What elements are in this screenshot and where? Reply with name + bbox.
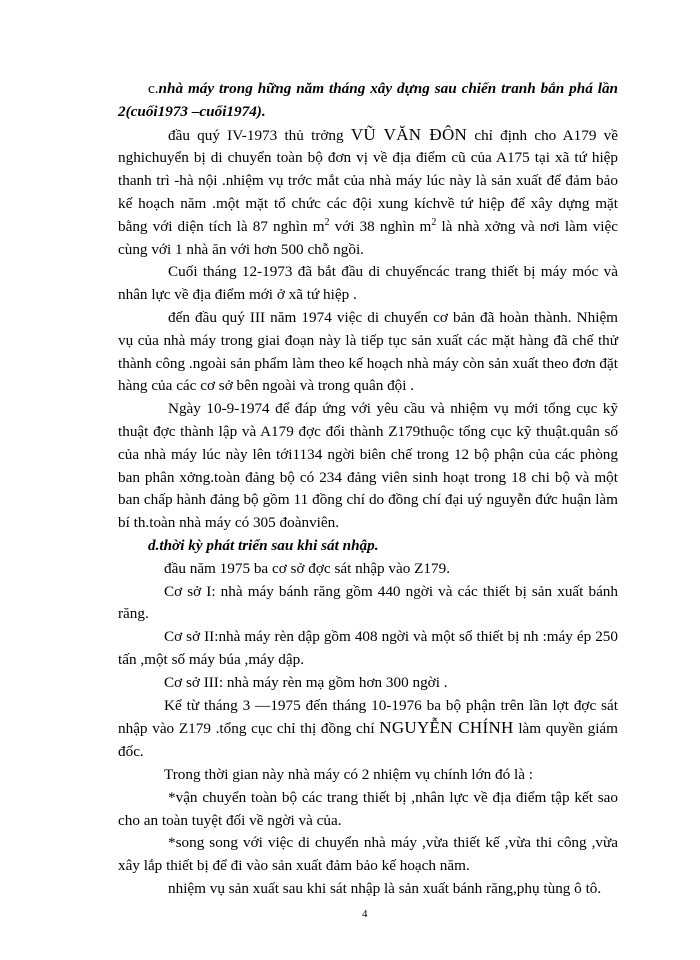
page-number: 4 bbox=[362, 908, 368, 920]
section-heading-d: d.thời kỳ phát triển sau khi sát nhập. bbox=[148, 536, 379, 554]
paragraph-9: Kể từ tháng 3 —1975 đến tháng 10-1976 ba bộ phận trên lần lợt đợc sát nhập vào Z179 .tổng cục chỉ thị đồng chí NGUYỄN CHÍNH làm quyền giám đốc. bbox=[118, 696, 618, 761]
paragraph-8: Cơ sở III: nhà máy rèn mạ gồm hơn 300 ngời . bbox=[164, 673, 448, 691]
paragraph-12: *song song với việc di chuyển nhà máy ,vừa thiết kế ,vừa thi công ,vừa xây lắp thiết bị để đi vào sản xuất đảm bảo kế hoạch năm. bbox=[118, 834, 618, 875]
paragraph-10: Trong thời gian này nhà máy có 2 nhiệm vụ chính lớn đó là : bbox=[164, 765, 533, 783]
paragraph-6: Cơ sở I: nhà máy bánh răng gồm 440 ngời và các thiết bị sản xuất bánh răng. bbox=[118, 582, 618, 623]
paragraph-1: đầu quý IV-1973 thủ trởng VŨ VĂN ĐÔN chỉ định cho A179 về nghichuyển bị di chuyển toàn bộ đơn vị về địa điểm cũ của A175 tại xã tứ hiệp thanh trì -hà nội .nhiệm vụ trớc mắt của nhà máy lúc này là sản xuất để đảm bảo kế hoạch năm .một mặt tổ chức các đội xung kíchvề tứ hiệp để xây dựng mặt bằng với diện tích là 87 nghìn $m^2$ với 38 nghìn $m^2$ là nhà xởng và nơi làm việc cùng với 1 nhà ăn với hơn 500 chỗ ngồi. bbox=[118, 124, 618, 258]
paragraph-7: Cơ sở II:nhà máy rèn dập gồm 408 ngời và một số thiết bị nh :máy ép 250 tấn ,một số máy búa ,máy dập. bbox=[118, 628, 618, 668]
paragraph-11: *vận chuyển toàn bộ các trang thiết bị ,nhân lực về địa điểm tập kết sao cho an toàn tuyệt đối về ngời và của. bbox=[118, 788, 618, 829]
person-name: VŨ VĂN ĐÔN bbox=[350, 124, 468, 144]
section-heading-c: c.nhà máy trong hững năm tháng xây dựng sau chiến tranh bắn phá lần 2(cuối1973 –cuối1974). bbox=[118, 80, 618, 120]
paragraph-13: nhiệm vụ sản xuất sau khi sát nhập là sản xuất bánh răng,phụ tùng ô tô. bbox=[168, 879, 602, 897]
paragraph-4: Ngày 10-9-1974 để đáp ứng với yêu cầu và nhiệm vụ mới tổng cục kỹ thuật đợc thành lập và A179 đợc đổi thành Z179thuộc tổng cục kỹ thuật.quân số của nhà máy lúc này lên tới1134 ngời biên chế trong 12 bộ phận của các phòng ban phân xởng.toàn đảng bộ có 234 đảng viên sinh hoạt trong 18 chi bộ và một ban chấp hành đảng bộ gồm 11 đồng chí do đồng chí đại uý nguyễn đức huận làm bí th.toàn nhà máy có 305 đoànviên. bbox=[118, 400, 618, 532]
document-body bbox=[118, 78, 618, 901]
person-name: NGUYỄN CHÍNH bbox=[379, 718, 514, 738]
paragraph-5: đầu năm 1975 ba cơ sở đợc sát nhập vào Z179. bbox=[164, 559, 451, 577]
paragraph-3: đến đầu quý III năm 1974 việc di chuyển cơ bản đã hoàn thành. Nhiệm vụ của nhà máy trong giai đoạn này là tiếp tục sản xuất các mặt hàng đã chế thử thành công .ngoài sản phẩm làm theo kế hoạch nhà máy còn sản xuất theo đơn đặt hàng của các cơ sở bên ngoài và trong quân đội . bbox=[118, 308, 618, 395]
paragraph-2: Cuối tháng 12-1973 đã bắt đầu di chuyểncác trang thiết bị máy móc và nhân lực về địa điểm mới ở xã tứ hiệp . bbox=[118, 263, 618, 304]
